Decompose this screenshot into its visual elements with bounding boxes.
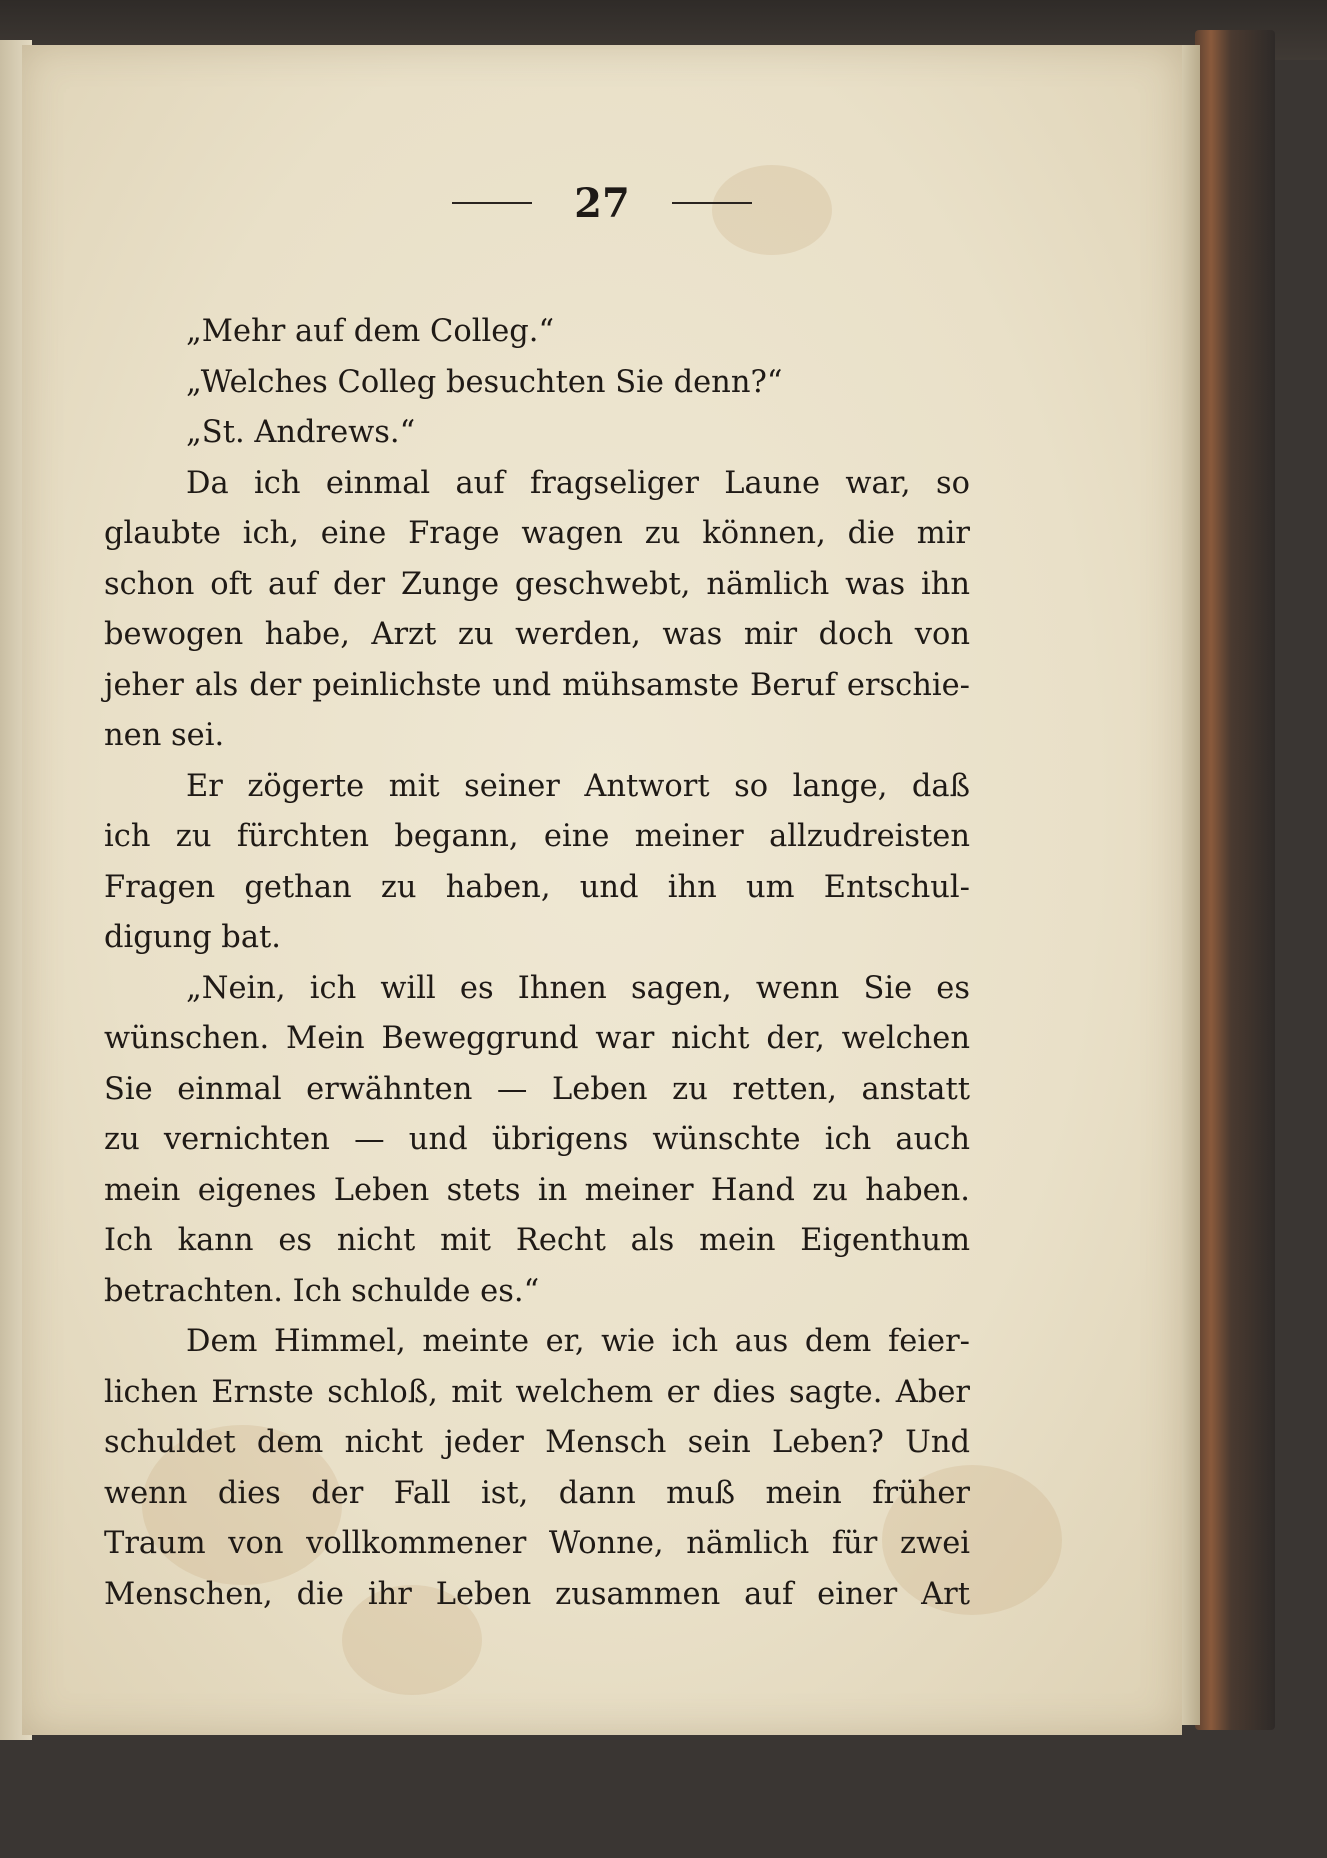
book-page xyxy=(22,45,1182,1735)
text-line: „St. Andrews.“ xyxy=(186,415,416,450)
page-number: 27 xyxy=(574,179,630,227)
body-text xyxy=(104,307,970,1620)
text-line: ich zu fürchten begann, eine meiner allzudreisten xyxy=(104,819,970,854)
text-line: wünschen. Mein Beweggrund war nicht der, welchen xyxy=(104,1021,970,1056)
text-line: Menschen, die ihr Leben zusammen auf einer Art xyxy=(104,1576,970,1612)
text-line: Traum von vollkommener Wonne, nämlich für zwei xyxy=(104,1526,970,1561)
text-line: Da ich einmal auf fragseliger Laune war, so xyxy=(186,465,970,501)
text-line: „Nein, ich will es Ihnen sagen, wenn Sie es xyxy=(186,970,970,1006)
text-line: Ich kann es nicht mit Recht als mein Eigenthum xyxy=(104,1223,970,1258)
text-line: Sie einmal erwähnten — Leben zu retten, anstatt xyxy=(104,1071,970,1107)
text-line: Fragen gethan zu haben, und ihn um Entschul- xyxy=(104,869,970,905)
text-line: nen sei. xyxy=(104,718,225,753)
text-line: glaubte ich, eine Frage wagen zu können, die mir xyxy=(104,516,970,551)
text-line: wenn dies der Fall ist, dann muß mein früher xyxy=(104,1475,970,1511)
text-line: „Welches Colleg besuchten Sie denn?“ xyxy=(186,364,783,400)
text-line: zu vernichten — und übrigens wünschte ich auch xyxy=(104,1122,970,1157)
text-line: jeher als der peinlichste und mühsamste Beruf erschie- xyxy=(104,667,970,703)
text-line: schon oft auf der Zunge geschwebt, nämlich was ihn xyxy=(104,566,970,602)
text-line: lichen Ernste schloß, mit welchem er dies sagte. Aber xyxy=(104,1374,970,1410)
text-line: Dem Himmel, meinte er, wie ich aus dem feier- xyxy=(186,1324,970,1359)
page-header xyxy=(22,163,1182,243)
text-line: betrachten. Ich schulde es.“ xyxy=(104,1273,540,1309)
text-line: Er zögerte mit seiner Antwort so lange, daß xyxy=(186,768,970,804)
header-rule-right xyxy=(672,202,752,204)
header-rule-left xyxy=(452,202,532,204)
text-line: „Mehr auf dem Colleg.“ xyxy=(186,314,555,349)
book-spine xyxy=(1195,30,1275,1730)
text-line: bewogen habe, Arzt zu werden, was mir doch von xyxy=(104,617,970,652)
text-line: mein eigenes Leben stets in meiner Hand zu haben. xyxy=(104,1172,970,1208)
text-line: schuldet dem nicht jeder Mensch sein Leben? Und xyxy=(104,1425,970,1460)
text-line: digung bat. xyxy=(104,920,281,955)
